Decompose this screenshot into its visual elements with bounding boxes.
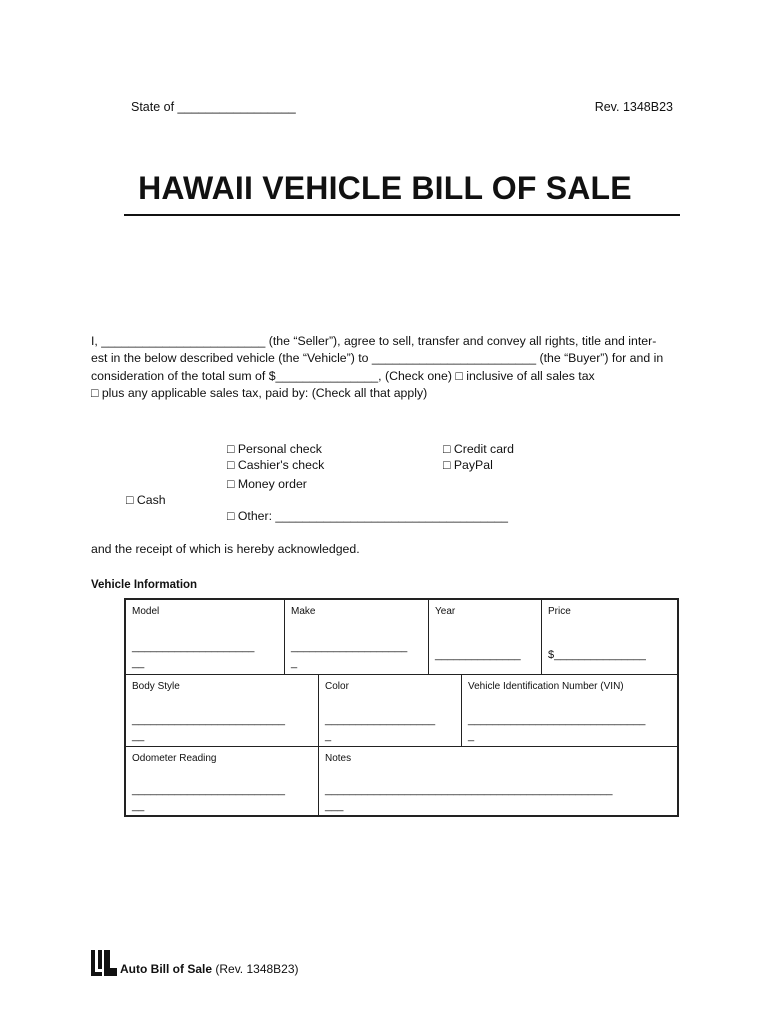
body-style-label: Body Style xyxy=(132,681,180,692)
price-blank-line: $_______________ xyxy=(548,649,646,661)
vin-label: Vehicle Identification Number (VIN) xyxy=(468,681,624,692)
color-blank-line: __________________ xyxy=(325,714,436,726)
intro-line-3: consideration of the total sum of $_______________, (Check one) □ inclusive of all sales tax xyxy=(91,368,595,383)
footer xyxy=(91,950,299,976)
odometer-label: Odometer Reading xyxy=(132,753,217,764)
vehicle-info-table xyxy=(124,598,679,817)
vehicle-info-heading: Vehicle Information xyxy=(91,579,198,591)
odometer-cell[interactable] xyxy=(126,747,319,815)
model-blank-wrap: __ xyxy=(132,657,145,669)
make-blank-wrap: _ xyxy=(291,657,298,669)
footer-doc-name: Auto Bill of Sale xyxy=(120,962,213,976)
option-other[interactable]: □ Other: __________________________________ xyxy=(227,509,508,523)
notes-cell[interactable] xyxy=(319,747,677,815)
brand-logo-icon xyxy=(91,950,117,976)
body-style-blank-line: _________________________ xyxy=(132,714,285,726)
body-style-cell[interactable] xyxy=(126,675,319,747)
odometer-blank-line: _________________________ xyxy=(132,784,285,796)
make-blank-line: ___________________ xyxy=(291,641,408,653)
document-title: HAWAII VEHICLE BILL OF SALE xyxy=(138,170,632,206)
vin-blank-line: _____________________________ xyxy=(468,714,646,726)
model-label: Model xyxy=(132,606,160,617)
body-style-blank-wrap: __ xyxy=(132,730,145,742)
option-personal-check[interactable]: □ Personal check xyxy=(227,442,322,456)
footer-revision: (Rev. 1348B23) xyxy=(215,962,299,976)
intro-line-1: I, ________________________ (the “Seller”), agree to sell, transfer and convey all rights, title and inter- xyxy=(91,334,657,348)
odometer-blank-wrap: __ xyxy=(132,800,145,812)
vin-cell[interactable] xyxy=(462,675,677,747)
price-label: Price xyxy=(548,606,571,617)
model-blank-line: ____________________ xyxy=(132,641,255,653)
make-cell[interactable] xyxy=(285,600,429,675)
color-cell[interactable] xyxy=(319,675,462,747)
year-blank-line: ______________ xyxy=(435,649,521,661)
year-label: Year xyxy=(435,606,456,617)
vin-blank-wrap: _ xyxy=(468,730,475,742)
option-paypal[interactable]: □ PayPal xyxy=(443,458,493,472)
model-cell[interactable] xyxy=(126,600,285,675)
revision-label: Rev. 1348B23 xyxy=(594,100,673,114)
color-label: Color xyxy=(325,681,349,692)
notes-blank-line: _______________________________________________ xyxy=(325,784,613,796)
option-credit-card[interactable]: □ Credit card xyxy=(443,442,514,456)
year-cell[interactable] xyxy=(429,600,542,675)
option-cash[interactable]: □ Cash xyxy=(126,493,166,507)
intro-paragraph xyxy=(91,333,681,403)
intro-line-4: □ plus any applicable sales tax, paid by: (Check all that apply) xyxy=(91,386,428,401)
notes-blank-wrap: ___ xyxy=(325,800,344,812)
make-label: Make xyxy=(291,606,316,617)
acknowledgment-text: and the receipt of which is hereby acknowledged. xyxy=(91,542,360,556)
notes-label: Notes xyxy=(325,753,352,764)
option-cashiers-check[interactable]: □ Cashier's check xyxy=(227,458,325,472)
intro-line-2: est in the below described vehicle (the “Vehicle”) to ________________________ (the “Buyer”) for and in xyxy=(91,351,664,366)
title-underline xyxy=(124,214,680,216)
state-field: State of _________________ xyxy=(131,100,296,114)
color-blank-wrap: _ xyxy=(325,730,332,742)
price-cell[interactable] xyxy=(542,600,677,675)
option-money-order[interactable]: □ Money order xyxy=(227,477,307,491)
